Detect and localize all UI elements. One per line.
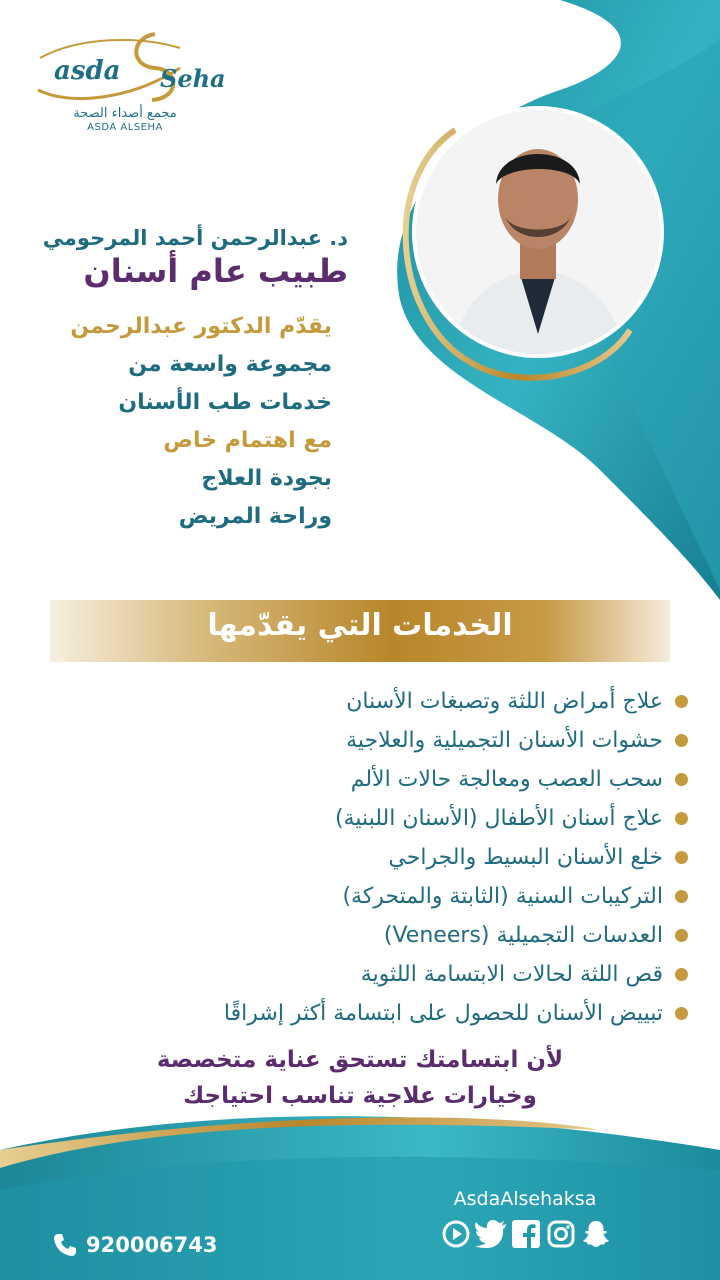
facebook-icon[interactable] — [510, 1218, 542, 1250]
logo-name-arabic: مجمع أصداء الصحة — [73, 106, 177, 121]
intro-line: بجودة العلاج — [201, 466, 332, 491]
service-item — [68, 994, 688, 1033]
service-item — [68, 916, 688, 955]
bullet-icon — [675, 773, 688, 786]
service-item — [68, 760, 688, 799]
service-text: خلع الأسنان البسيط والجراحي — [388, 845, 663, 870]
service-item — [68, 799, 688, 838]
doctor-name: د. عبدالرحمن أحمد المرحومي — [42, 226, 348, 250]
service-text: علاج أسنان الأطفال (الأسنان اللبنية) — [334, 806, 663, 831]
intro-text — [32, 308, 332, 536]
snapchat-icon[interactable] — [580, 1218, 612, 1250]
clinic-logo — [30, 28, 226, 140]
bullet-icon — [675, 695, 688, 708]
bullet-icon — [675, 734, 688, 747]
intro-line: يقدّم الدكتور عبدالرحمن — [70, 314, 332, 339]
bullet-icon — [675, 929, 688, 942]
logo-word-left: asda — [54, 56, 121, 86]
services-title: الخدمات التي يقدّمها — [207, 608, 513, 643]
doctor-title: طبيب عام أسنان — [83, 252, 348, 290]
intro-line: خدمات طب الأسنان — [118, 390, 332, 415]
service-text: تبييض الأسنان للحصول على ابتسامة أكثر إشراقًا — [223, 1001, 663, 1026]
bullet-icon — [675, 890, 688, 903]
bullet-icon — [675, 968, 688, 981]
phone-icon — [52, 1232, 78, 1258]
intro-line: مجموعة واسعة من — [128, 352, 332, 377]
intro-line: مع اهتمام خاص — [163, 428, 332, 453]
service-text: التركيبات السنية (الثابتة والمتحركة) — [342, 884, 663, 909]
phone-contact[interactable] — [52, 1232, 218, 1258]
tagline — [100, 1042, 620, 1114]
service-item — [68, 682, 688, 721]
service-item — [68, 721, 688, 760]
social-handle[interactable]: AsdaAlsehaksa — [453, 1188, 597, 1210]
logo-name-english: ASDA ALSEHA — [87, 122, 163, 133]
logo-word-right: Seha — [160, 64, 226, 93]
doctor-portrait — [410, 104, 666, 360]
bullet-icon — [675, 851, 688, 864]
bullet-icon — [675, 812, 688, 825]
youtube-icon[interactable] — [440, 1218, 472, 1250]
phone-number[interactable]: 920006743 — [86, 1233, 218, 1257]
service-item — [68, 955, 688, 994]
service-text: العدسات التجميلية (Veneers) — [383, 923, 663, 948]
social-icons — [440, 1216, 612, 1252]
instagram-icon[interactable] — [545, 1218, 577, 1250]
bullet-icon — [675, 1007, 688, 1020]
service-text: قص اللثة لحالات الابتسامة اللثوية — [360, 962, 663, 987]
service-item — [68, 838, 688, 877]
services-list — [68, 682, 688, 1033]
intro-line: وراحة المريض — [178, 504, 332, 529]
service-text: حشوات الأسنان التجميلية والعلاجية — [346, 728, 663, 753]
service-text: علاج أمراض اللثة وتصبغات الأسنان — [346, 689, 663, 714]
services-banner — [50, 600, 670, 662]
service-item — [68, 877, 688, 916]
tagline-line: وخيارات علاجية تناسب احتياجك — [183, 1083, 537, 1109]
service-text: سحب العصب ومعالجة حالات الألم — [350, 767, 663, 792]
twitter-icon[interactable] — [475, 1218, 507, 1250]
tagline-line: لأن ابتسامتك تستحق عناية متخصصة — [156, 1047, 564, 1073]
